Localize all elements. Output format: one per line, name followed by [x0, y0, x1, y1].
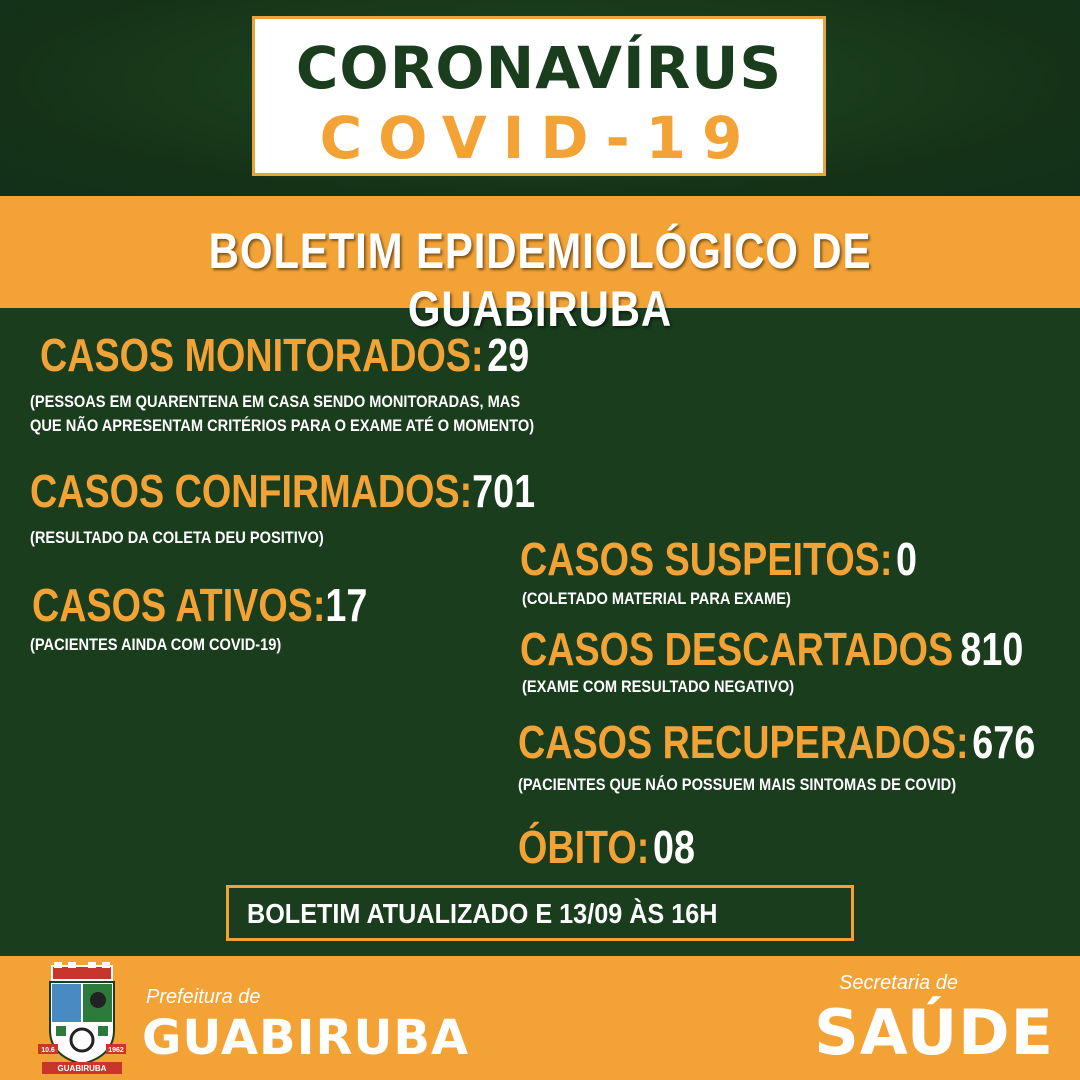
stat-descartados-label: CASOS DESCARTADOS — [520, 623, 954, 675]
stat-confirmados-label: CASOS CONFIRMADOS: — [30, 465, 473, 517]
prefeitura-name: GUABIRUBA — [142, 1010, 470, 1066]
footer — [0, 956, 1080, 1080]
crest-year-right: 1962 — [108, 1047, 124, 1054]
title-box — [252, 16, 826, 176]
stat-obito-label: ÓBITO: — [518, 821, 650, 873]
stat-confirmados-note: (RESULTADO DA COLETA DEU POSITIVO) — [30, 528, 324, 547]
stat-suspeitos-label: CASOS SUSPEITOS: — [520, 533, 893, 585]
stat-ativos — [32, 578, 367, 632]
title-coronavirus: CORONAVÍRUS — [295, 34, 783, 102]
stat-confirmados-value: 701 — [472, 465, 536, 517]
guabiruba-crest-icon — [36, 960, 128, 1076]
stat-descartados-note: (EXAME COM RESULTADO NEGATIVO) — [522, 677, 795, 696]
stat-obito — [518, 820, 695, 874]
stat-monitorados-note-1: (PESSOAS EM QUARENTENA EM CASA SENDO MONITORADAS, MAS — [30, 392, 521, 411]
secretaria-label: Secretaria de — [839, 972, 958, 994]
stat-ativos-note: (PACIENTES AINDA COM COVID-19) — [30, 635, 282, 654]
stat-recuperados — [518, 715, 1035, 769]
bulletin-banner — [0, 196, 1080, 337]
update-box — [226, 885, 854, 941]
stat-descartados-value: 810 — [960, 623, 1024, 675]
stat-suspeitos-note: (COLETADO MATERIAL PARA EXAME) — [522, 589, 791, 608]
stat-monitorados-note-2: QUE NÃO APRESENTAM CRITÉRIOS PARA O EXAME ATÉ O MOMENTO) — [30, 416, 535, 435]
stat-monitorados — [40, 328, 529, 382]
stat-monitorados-value: 29 — [487, 329, 530, 381]
stat-recuperados-label: CASOS RECUPERADOS: — [518, 716, 969, 768]
stat-suspeitos — [520, 532, 917, 586]
update-text: BOLETIM ATUALIZADO E 13/09 ÀS 16H — [247, 898, 718, 929]
secretaria-name: SAÚDE — [814, 996, 1054, 1069]
stat-monitorados-label: CASOS MONITORADOS: — [40, 329, 484, 381]
stat-obito-value: 08 — [652, 821, 695, 873]
stat-recuperados-value: 676 — [972, 716, 1036, 768]
stat-confirmados — [30, 464, 535, 518]
prefeitura-label: Prefeitura de — [146, 986, 261, 1008]
bulletin-title: BOLETIM EPIDEMIOLÓGICO DE GUABIRUBA — [208, 223, 872, 337]
stat-ativos-value: 17 — [325, 579, 368, 631]
stat-ativos-label: CASOS ATIVOS: — [32, 579, 326, 631]
title-covid-19: COVID-19 — [319, 104, 759, 172]
crest-banner-text: GUABIRUBA — [57, 1064, 107, 1073]
stat-recuperados-note: (PACIENTES QUE NÁO POSSUEM MAIS SINTOMAS DE COVID) — [518, 775, 957, 794]
crest-year-left: 10.6 — [41, 1047, 55, 1054]
stat-suspeitos-value: 0 — [896, 533, 918, 585]
stat-descartados — [520, 622, 1023, 676]
